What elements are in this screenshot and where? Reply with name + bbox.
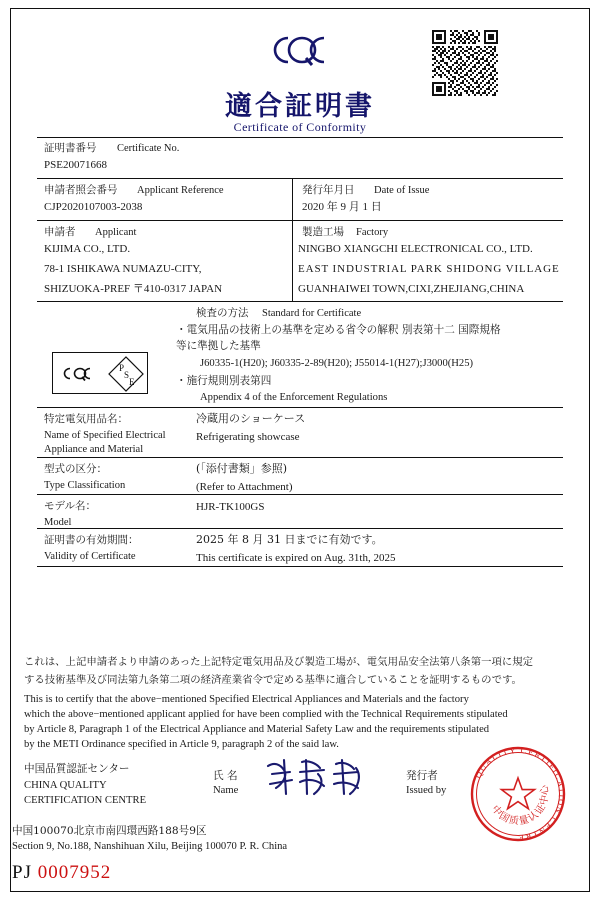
applicant-ref-label-jp: 申請者照会番号 [44, 184, 118, 196]
divider [37, 220, 563, 221]
divider [37, 407, 563, 408]
address-jp: 中国100070北京市南四環西路188号9区 [12, 825, 207, 837]
statement-en-line-3: by Article 8, Paragraph 1 of the Electrical Appliance and Material Safety Law and the requirements stipulated [24, 724, 490, 735]
applicant-label-jp: 申請者 [44, 226, 76, 238]
applicant-ref-value: CJP2020107003-2038 [44, 201, 143, 213]
pse-cqc-logo [59, 365, 101, 388]
statement-en-line-2: which the above−mentioned applicant applied for have been complied with the Technical Requirements stipulated [24, 709, 508, 720]
divider [37, 301, 563, 302]
type-value-en: (Refer to Attachment) [196, 481, 293, 493]
divider [37, 178, 563, 179]
divider [37, 528, 563, 529]
date-of-issue-label-en: Date of Issue [374, 185, 430, 196]
appliance-value-jp: 冷蔵用のショーケース [196, 412, 306, 425]
validity-value-en: This certificate is expired on Aug. 31th, 2025 [196, 552, 396, 564]
validity-label-jp: 証明書の有効期間： [44, 534, 139, 546]
signature [262, 754, 382, 800]
document-id [12, 862, 111, 884]
issued-by-label-jp: 発行者 [406, 770, 438, 782]
standard-label-en: Standard for Certificate [262, 308, 362, 319]
divider [37, 566, 563, 567]
svg-text:中国质量认证中心: 中国质量认证中心 [488, 783, 552, 828]
document-id-number: 0007952 [37, 862, 112, 883]
statement-en-line-4: by the METI Ordinance specified in Article 9, paragraph 2 of the said law. [24, 739, 339, 750]
appliance-label-en-2: Appliance and Material [44, 444, 144, 455]
applicant-line-1: KIJIMA CO., LTD. [44, 243, 131, 255]
org-name-en-2: CERTIFICATION CENTRE [24, 795, 147, 806]
validity-value-jp: 2025 年 8 月 31 日までに有効です。 [196, 533, 383, 546]
standard-line-3: J60335-1(H20); J60335-2-89(H20); J55014-1(H27);J3000(H25) [200, 358, 474, 369]
standard-label-jp: 検査の方法 [196, 307, 249, 319]
address-en: Section 9, No.188, Nanshihuan Xilu, Beijing 100070 P. R. China [12, 841, 288, 852]
page-subtitle: Certificate of Conformity [233, 120, 367, 134]
model-label-jp: モデル名： [44, 500, 96, 512]
org-name-en-1: CHINA QUALITY [24, 780, 107, 791]
type-label-en: Type Classification [44, 480, 126, 491]
factory-label-en: Factory [356, 227, 389, 238]
statement-jp-line-2: する技術基準及び同法第九条第二項の経済産業省令で定める基準に適合していることを証明するものです。 [24, 674, 522, 686]
applicant-label-en: Applicant [95, 227, 137, 238]
divider [37, 457, 563, 458]
statement-jp-line-1: これは、上記申請者より申請のあった上記特定電気用品及び製造工場が、電気用品安全法第八条第一項に規定 [24, 656, 534, 668]
appliance-label-en-1: Name of Specified Electrical [44, 430, 166, 441]
factory-label-jp: 製造工場 [302, 226, 344, 238]
type-value-jp: (「添付書類」参照) [196, 462, 288, 475]
name-label-en: Name [213, 785, 239, 796]
model-value: HJR-TK100GS [196, 501, 265, 513]
appliance-label-jp: 特定電気用品名： [44, 413, 128, 425]
divider [37, 137, 563, 138]
cqc-logo [262, 28, 338, 72]
official-seal [466, 742, 570, 846]
applicant-line-2: 78-1 ISHIKAWA NUMAZU-CITY, [44, 263, 202, 275]
type-label-jp: 型式の区分： [44, 463, 107, 475]
applicant-line-3: SHIZUOKA-PREF 〒410-0317 JAPAN [44, 283, 223, 295]
model-label-en: Model [44, 517, 72, 528]
applicant-ref-label-en: Applicant Reference [137, 185, 224, 196]
standard-line-4: ・施行規則別表第四 [176, 375, 272, 387]
factory-line-2: EAST INDUSTRIAL PARK SHIDONG VILLAGE [298, 263, 560, 275]
pse-mark [52, 352, 148, 394]
svg-text:P: P [119, 363, 125, 373]
cert-no-value: PSE20071668 [44, 159, 107, 171]
standard-line-5: Appendix 4 of the Enforcement Regulations [200, 392, 388, 403]
date-of-issue-value: 2020 年 9 月 1 日 [302, 201, 382, 213]
date-of-issue-label-jp: 発行年月日 [302, 184, 355, 196]
issued-by-label-en: Issued by [406, 785, 447, 796]
pse-diamond-icon [107, 355, 145, 393]
standard-line-1: ・電気用品の技術上の基準を定める省令の解釈 別表第十二 国際規格 [176, 324, 501, 336]
page-title: 適合証明書 [225, 91, 375, 122]
org-name-jp: 中国品質認証センター [24, 763, 130, 775]
svg-text:S: S [124, 370, 130, 380]
cert-no-label-en: Certificate No. [117, 143, 180, 154]
document-id-prefix: PJ [12, 862, 32, 883]
factory-line-3: GUANHAIWEI TOWN,CIXI,ZHEJIANG,CHINA [298, 283, 525, 295]
appliance-value-en: Refrigerating showcase [196, 431, 300, 443]
validity-label-en: Validity of Certificate [44, 551, 136, 562]
divider [37, 494, 563, 495]
standard-line-2: 等に準拠した基準 [176, 340, 261, 352]
statement-en-line-1: This is to certify that the above−mentioned Specified Electrical Appliances and Materials and the factory [24, 694, 469, 705]
cert-no-label-jp: 証明書番号 [44, 142, 97, 154]
name-label-jp: 氏 名 [213, 770, 238, 782]
svg-text:QUALITY CERTIFICATION CENTRE: QUALITY CERTIFICATION CENTRE [472, 744, 568, 844]
svg-text:E: E [129, 377, 135, 387]
factory-line-1: NINGBO XIANGCHI ELECTRONICAL CO., LTD. [298, 243, 533, 255]
column-divider [292, 178, 293, 301]
